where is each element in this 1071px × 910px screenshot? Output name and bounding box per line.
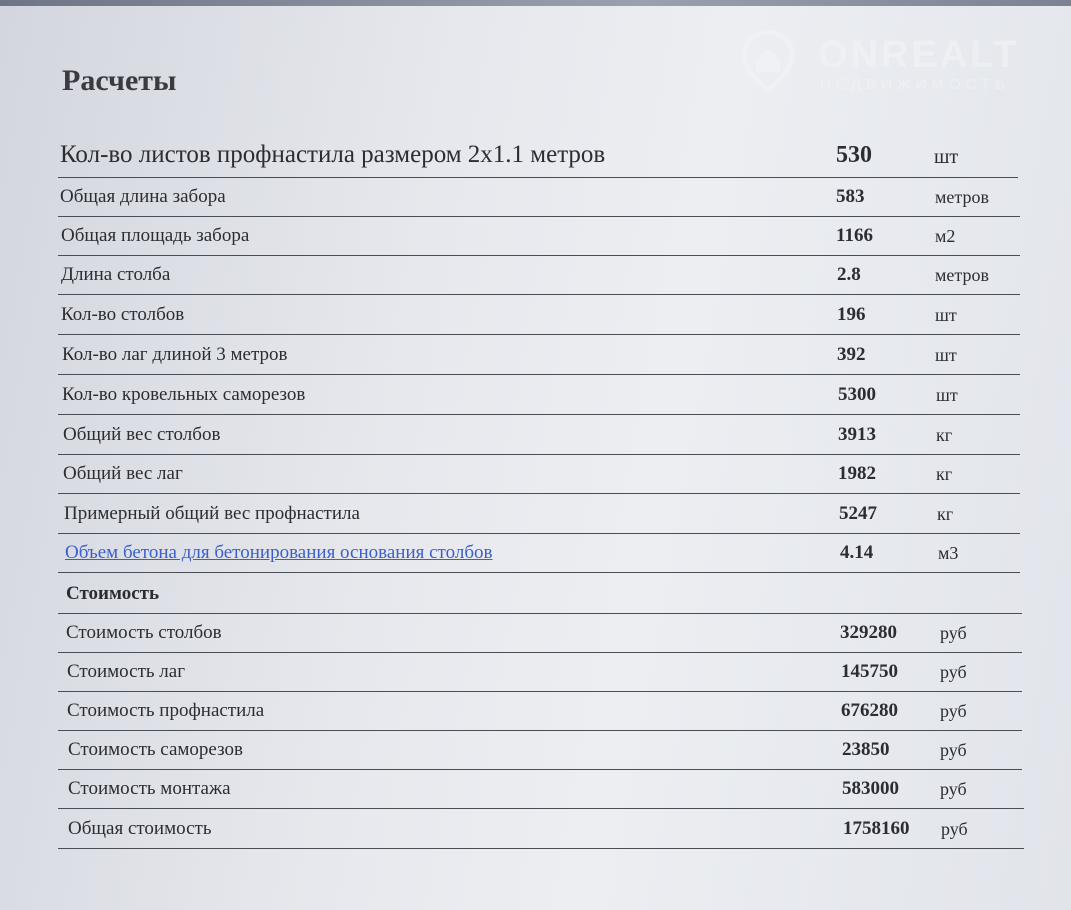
row-value: 23850 xyxy=(842,739,890,760)
table-row xyxy=(58,770,1024,809)
row-unit: шт xyxy=(935,305,957,325)
row-value: 1982 xyxy=(838,463,876,484)
watermark-brand: ONREALT xyxy=(818,34,1020,76)
row-value: 5247 xyxy=(839,503,877,524)
table-row xyxy=(58,614,1022,653)
row-unit: руб xyxy=(941,819,968,839)
row-value: 145750 xyxy=(841,661,898,682)
row-value: 2.8 xyxy=(837,264,861,285)
row-value: 5300 xyxy=(838,384,876,405)
table-row xyxy=(58,810,1024,849)
table-row xyxy=(58,376,1020,415)
row-unit: шт xyxy=(934,146,959,168)
row-label: Общий вес столбов xyxy=(63,424,221,445)
row-value: 4.14 xyxy=(840,542,874,563)
row-value: 583000 xyxy=(842,778,899,799)
table-row xyxy=(58,653,1022,692)
table-row xyxy=(58,692,1022,731)
row-unit: метров xyxy=(935,187,989,207)
row-unit: кг xyxy=(937,504,954,524)
row-unit: м3 xyxy=(938,543,959,563)
table-row xyxy=(58,495,1020,534)
row-unit: метров xyxy=(935,265,989,285)
table-row xyxy=(58,178,1020,217)
table-row xyxy=(58,416,1020,455)
row-value: 583 xyxy=(836,186,865,207)
row-label: Общая стоимость xyxy=(68,818,212,839)
table-row xyxy=(58,139,1018,178)
row-label: Примерный общий вес профнастила xyxy=(64,503,360,524)
row-label: Стоимость профнастила xyxy=(67,700,265,721)
table-row xyxy=(58,296,1020,335)
row-label: Стоимость лаг xyxy=(67,661,185,682)
row-value: 530 xyxy=(836,142,872,168)
cost-section-heading: Стоимость xyxy=(66,583,160,604)
row-label: Кол-во лаг длиной 3 метров xyxy=(62,344,288,365)
row-unit: руб xyxy=(940,740,967,760)
row-value: 1166 xyxy=(836,225,873,246)
row-unit: кг xyxy=(936,464,953,484)
row-value: 329280 xyxy=(840,622,897,643)
row-unit: м2 xyxy=(935,226,956,246)
row-label: Общий вес лаг xyxy=(63,463,183,484)
table-row xyxy=(58,256,1020,295)
row-value: 676280 xyxy=(841,700,898,721)
concrete-volume-link[interactable]: Объем бетона для бетонирования основания столбов xyxy=(65,542,493,563)
row-label: Кол-во листов профнастила размером 2х1.1 метров xyxy=(60,141,606,168)
table-row xyxy=(58,731,1022,770)
row-unit: кг xyxy=(936,425,953,445)
row-unit: руб xyxy=(940,662,967,682)
cost-section-row xyxy=(58,575,1022,614)
row-value: 3913 xyxy=(838,424,876,445)
row-unit: шт xyxy=(935,345,957,365)
row-unit: руб xyxy=(940,701,967,721)
watermark-subtitle: НЕДВИЖИМОСТЬ xyxy=(820,76,1010,93)
row-value: 196 xyxy=(837,304,866,325)
row-value: 392 xyxy=(837,344,866,365)
row-label: Стоимость саморезов xyxy=(68,739,243,760)
table-row xyxy=(58,455,1020,494)
table-row xyxy=(58,336,1020,375)
row-label: Длина столба xyxy=(61,264,171,285)
page-title: Расчеты xyxy=(62,64,177,97)
row-label: Кол-во столбов xyxy=(61,304,185,325)
row-unit: руб xyxy=(940,779,967,799)
row-label: Общая длина забора xyxy=(60,186,226,207)
table-row xyxy=(58,534,1020,573)
row-value: 1758160 xyxy=(843,818,910,839)
table-row xyxy=(58,217,1020,256)
row-unit: шт xyxy=(936,385,958,405)
row-label: Общая площадь забора xyxy=(61,225,250,246)
row-label: Кол-во кровельных саморезов xyxy=(62,384,306,405)
row-unit: руб xyxy=(940,623,967,643)
row-label: Стоимость столбов xyxy=(66,622,222,643)
row-label: Стоимость монтажа xyxy=(68,778,231,799)
